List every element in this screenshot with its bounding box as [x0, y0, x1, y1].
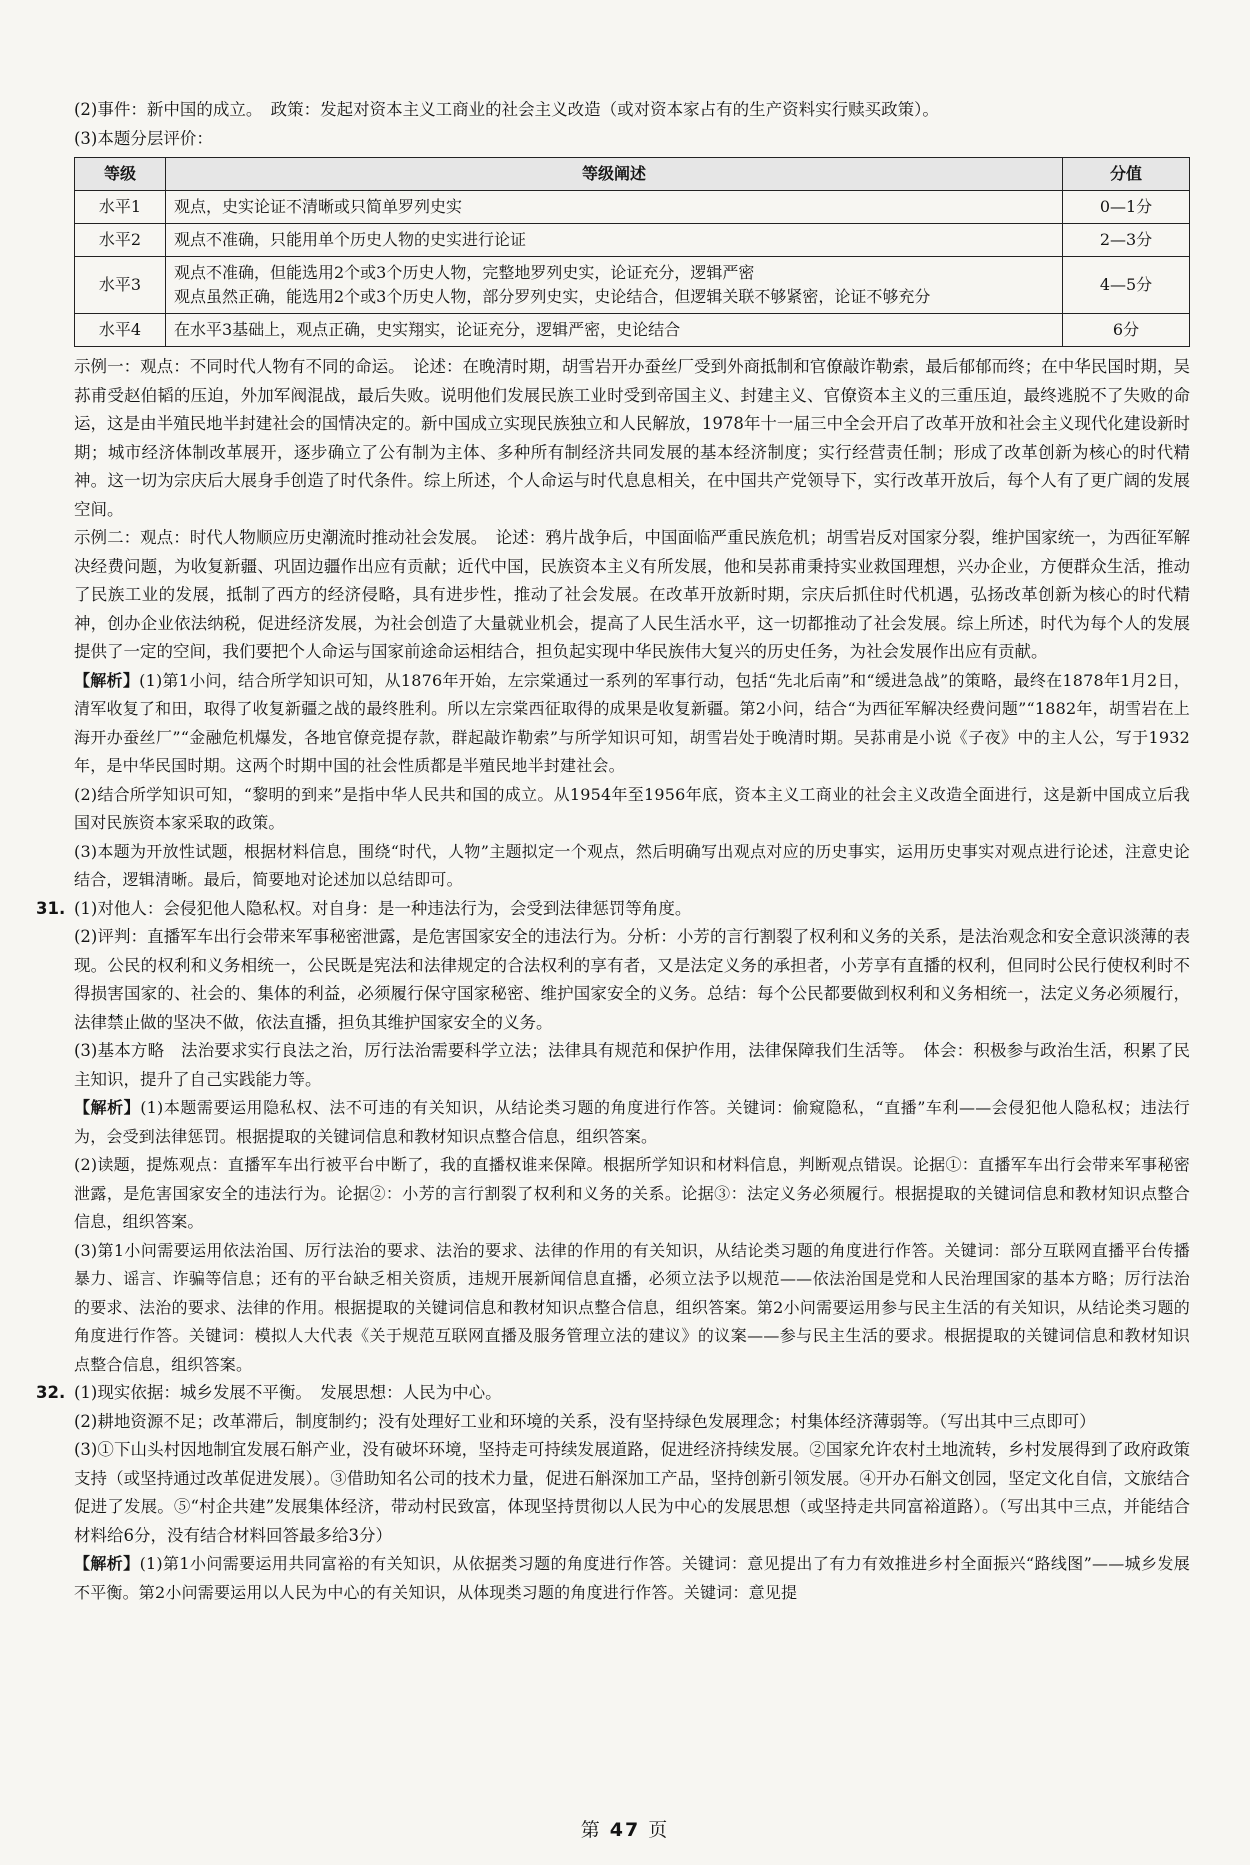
- q32-part3: (3)①下山头村因地制宜发展石斛产业，没有破坏环境，坚持走可持续发展道路，促进经济持续发展。②国家允许农村土地流转，乡村发展得到了政府政策支持（或坚持通过改革促进发展）。③借助知名公司的技术力量，促进石斛深加工产品，坚持创新引领发展。④开办石斛文创园，坚定文化自信，文旅结合促进了发展。⑤“村企共建”发展集体经济，带动村民致富，体现坚持贯彻以人民为中心的发展思想（或坚持走共同富裕道路）。（写出其中三点，并能结合材料给6分，没有结合材料回答最多给3分）: [74, 1440, 1190, 1545]
- q30-example-1: 示例一：观点：不同时代人物有不同的命运。 论述：在晚清时期，胡雪岩开办蚕丝厂受到外商抵制和官僚敲诈勒索，最后郁郁而终；在中华民国时期，吴荪甫受赵伯韬的压迫，外加军阀混战，最后失败。说明他们发展民族工业时受到帝国主义、封建主义、官僚资本主义的三重压迫，最终逃脱不了失败的命运，这是由半殖民地半封建社会的国情决定的。新中国成立实现民族独立和人民解放，1978年十一届三中全会开启了改革开放和社会主义现代化建设新时期；城市经济体制改革展开，逐步确立了公有制为主体、多种所有制经济共同发展的基本经济制度；实行经营责任制；形成了改革创新为核心的时代精神。这一切为宗庆后大展身手创造了时代条件。综上所述，个人命运与时代息息相关，在中国共产党领导下，实行改革开放后，每个人有了更广阔的发展空间。: [74, 357, 1190, 519]
- question-32: [36, 1379, 1190, 1408]
- table-cell-level: 水平1: [75, 191, 166, 224]
- q30-analysis-3: (3)本题为开放性试题，根据材料信息，围绕“时代，人物”主题拟定一个观点，然后明确写出观点对应的历史事实，运用历史事实对观点进行论述，注意史论结合，逻辑清晰。最后，简要地对论述加以总结即可。: [74, 841, 1190, 889]
- q32-part1: (1)现实依据：城乡发展不平衡。 发展思想：人民为中心。: [74, 1383, 502, 1402]
- table-row: [75, 314, 1190, 347]
- table-cell-description: [166, 257, 1063, 314]
- table-header-row: [75, 158, 1190, 191]
- q32-analysis-1: [74, 1550, 1190, 1607]
- analysis-tag: 【解析】: [74, 1098, 141, 1117]
- q32-part2: (2)耕地资源不足；改革滞后，制度制约；没有处理好工业和环境的关系，没有坚持绿色发展理念；村集体经济薄弱等。（写出其中三点即可）: [74, 1411, 1096, 1431]
- question-number: 31.: [36, 898, 66, 918]
- analysis-text: (1)第1小问，结合所学知识可知，从1876年开始，左宗棠通过一系列的军事行动，包括“先北后南”和“缓进急战”的策略，最终在1878年1月2日，清军收复了和田，取得了收复新疆之战的最终胜利。所以左宗棠西征取得的成果是收复新疆。第2小问，结合“为西征军解决经费问题”“1882年，胡雪岩在上海开办蚕丝厂”“金融危机爆发，各地官僚竞提存款，群起敲诈勒索”与所学知识可知，胡雪岩处于晚清时期。吴荪甫是小说《子夜》中的主人公，写于1932年，是中华民国时期。这两个时期中国的社会性质都是半殖民地半封建社会。: [74, 670, 1190, 775]
- table-header-score: 分值: [1063, 158, 1190, 191]
- q31-analysis-1: [74, 1094, 1190, 1151]
- q31-part3: (3)基本方略 法治要求实行良法之治，厉行法治需要科学立法；法律具有规范和保护作用，法律保障我们生活等。 体会：积极参与政治生活，积累了民主知识，提升了自己实践能力等。: [74, 1041, 1190, 1089]
- table-cell-score: 2—3分: [1063, 224, 1190, 257]
- q30-example-2: 示例二：观点：时代人物顺应历史潮流时推动社会发展。 论述：鸦片战争后，中国面临严重民族危机；胡雪岩反对国家分裂，维护国家统一，为西征军解决经费问题，为收复新疆、巩固边疆作出应有贡献；近代中国，民族资本主义有所发展，他和吴荪甫秉持实业救国理想，兴办企业，方便群众生活，推动了民族工业的发展，抵制了西方的经济侵略，具有进步性，推动了社会发展。在改革开放新时期，宗庆后抓住时代机遇，弘扬改革创新为核心的时代精神，创办企业依法纳税，促进经济发展，为社会创造了大量就业机会，提高了人民生活水平，这一切都推动了社会发展。综上所述，时代为每个人的发展提供了一定的空间，我们要把个人命运与国家前途命运相结合，担负起实现中华民族伟大复兴的历史任务，为社会发展作出应有贡献。: [74, 528, 1190, 661]
- table-cell-level: 水平4: [75, 314, 166, 347]
- q30-analysis-2: (2)结合所学知识可知，“黎明的到来”是指中华人民共和国的成立。从1954年至1956年底，资本主义工商业的社会主义改造全面进行，这是新中国成立后我国对民族资本家采取的政策。: [74, 784, 1190, 832]
- table-cell-score: 6分: [1063, 314, 1190, 347]
- page-number: [0, 1816, 1250, 1845]
- table-row: [75, 191, 1190, 224]
- table-row: [75, 257, 1190, 314]
- q31-analysis-2: (2)读题，提炼观点：直播军车出行被平台中断了，我的直播权谁来保障。根据所学知识和材料信息，判断观点错误。论据①：直播军车出行会带来军事秘密泄露，是危害国家安全的违法行为。论据②：小芳的言行割裂了权利和义务的关系。论据③：法定义务必须履行。根据提取的关键词信息和教材知识点整合信息，组织答案。: [74, 1155, 1190, 1231]
- q31-part2: (2)评判：直播军车出行会带来军事秘密泄露，是危害国家安全的违法行为。分析：小芳的言行割裂了权利和义务的关系，是法治观念和安全意识淡薄的表现。公民的权利和义务相统一，公民既是宪法和法律规定的合法权利的享有者，又是法定义务的承担者，小芳享有直播的权利，但同时公民行使权利时不得损害国家的、社会的、集体的利益，必须履行保守国家秘密、维护国家安全的义务。总结：每个公民都要做到权利和义务相统一，法定义务必须履行，法律禁止做的坚决不做，依法直播，担负其维护国家安全的义务。: [74, 927, 1190, 1032]
- q31-analysis-3: (3)第1小问需要运用依法治国、厉行法治的要求、法治的要求、法律的作用的有关知识，从结论类习题的角度进行作答。关键词：部分互联网直播平台传播暴力、谣言、诈骗等信息；还有的平台缺乏相关资质，违规开展新闻信息直播，必须立法予以规范——依法治国是党和人民治理国家的基本方略；厉行法治的要求、法治的要求、法律的作用。根据提取的关键词信息和教材知识点整合信息，组织答案。第2小问需要运用参与民主生活的有关知识，从结论类习题的角度进行作答。关键词：模拟人大代表《关于规范互联网直播及服务管理立法的建议》的议案——参与民主生活的要求。根据提取的关键词信息和教材知识点整合信息，组织答案。: [74, 1240, 1190, 1374]
- table-cell-description: 在水平3基础上，观点正确，史实翔实，论证充分，逻辑严密，史论结合: [166, 314, 1063, 347]
- table-cell-level: 水平2: [75, 224, 166, 257]
- page-number-suffix: 页: [648, 1819, 670, 1841]
- table-header-description: 等级阐述: [166, 158, 1063, 191]
- table-cell-description: 观点，史实论证不清晰或只简单罗列史实: [166, 191, 1063, 224]
- q30-part3-intro: (3)本题分层评价：: [74, 128, 213, 148]
- table-row: [75, 224, 1190, 257]
- page-number-value: 47: [609, 1819, 641, 1841]
- table-cell-score: 0—1分: [1063, 191, 1190, 224]
- table-cell-description-line1: 观点不准确，但能选用2个或3个历史人物，完整地罗列史实，论证充分，逻辑严密: [174, 263, 755, 282]
- grading-table: [74, 157, 1190, 347]
- analysis-tag: 【解析】: [74, 1554, 140, 1573]
- page-number-prefix: 第: [580, 1819, 602, 1841]
- table-header-level: 等级: [75, 158, 166, 191]
- answer-content: [36, 96, 1190, 1607]
- analysis-text: (1)本题需要运用隐私权、法不可违的有关知识，从结论类习题的角度进行作答。关键词：偷窥隐私，“直播”车利——会侵犯他人隐私权；违法行为，会受到法律惩罚。根据提取的关键词信息和教材知识点整合信息，组织答案。: [74, 1098, 1190, 1146]
- analysis-tag: 【解析】: [74, 670, 140, 690]
- q30-part2: (2)事件：新中国的成立。 政策：发起对资本主义工商业的社会主义改造（或对资本家占有的生产资料实行赎买政策）。: [74, 100, 939, 119]
- analysis-text: (1)第1小问需要运用共同富裕的有关知识，从依据类习题的角度进行作答。关键词：意见提出了有力有效推进乡村全面振兴“路线图”——城乡发展不平衡。第2小问需要运用以人民为中心的有关知识，从体现类习题的角度进行作答。关键词：意见提: [74, 1554, 1190, 1602]
- q31-part1: (1)对他人：会侵犯他人隐私权。对自身：是一种违法行为，会受到法律惩罚等角度。: [74, 898, 692, 918]
- table-cell-description: 观点不准确，只能用单个历史人物的史实进行论证: [166, 224, 1063, 257]
- q30-analysis-1: [74, 667, 1190, 781]
- table-cell-description-line2: 观点虽然正确，能选用2个或3个历史人物，部分罗列史实，史论结合，但逻辑关联不够紧密，论证不够充分: [174, 287, 931, 306]
- question-number: 32.: [36, 1383, 66, 1402]
- table-cell-score: 4—5分: [1063, 257, 1190, 314]
- question-31: [36, 895, 1190, 924]
- table-cell-level: 水平3: [75, 257, 166, 314]
